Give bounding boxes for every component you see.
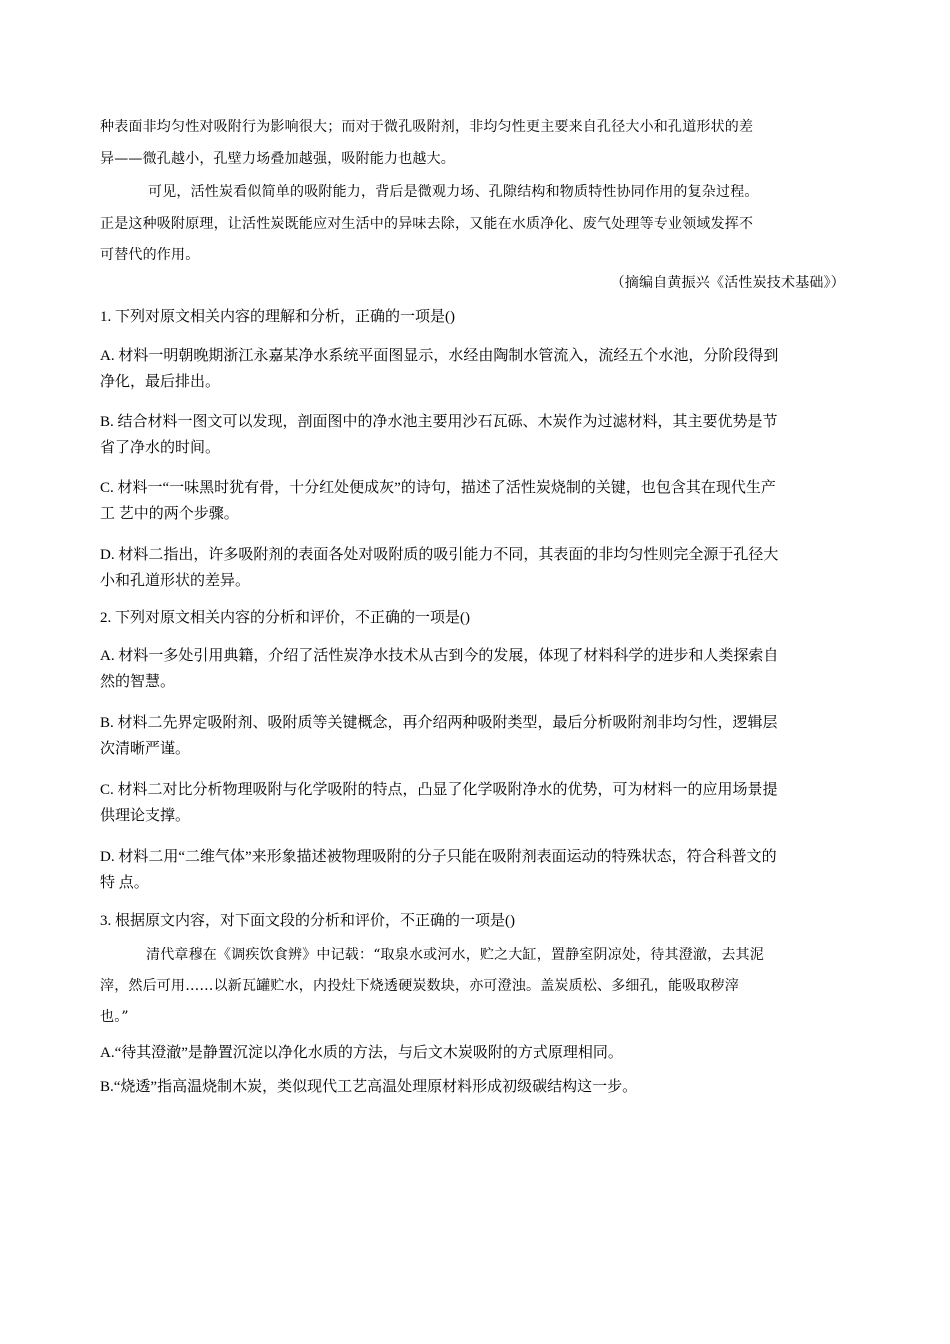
passage-line-3: 可见，活性炭看似简单的吸附能力，背后是微观力场、孔隙结构和物质特性协同作用的复杂过程。 [148,184,759,200]
q1-option-a-line-2: 净化，最后排出。 [100,374,221,390]
q3-quote-line-1: 清代章穆在《调疾饮食辨》中记载：“取泉水或河水，贮之大缸，置静室阴凉处，待其澄澈，去其泥 [146,947,764,963]
q2-option-b-line-2: 次清晰严谨。 [100,741,191,757]
q3-quote-line-2: 滓，然后可用……以新瓦罐贮水，内投灶下烧透硬炭数块，亦可澄浊。盖炭质松、多细孔，能吸取秽滓 [100,978,739,994]
q1-option-d-line-2: 小和孔道形状的差异。 [100,573,251,589]
q2-option-a-line-1: A. 材料一多处引用典籍，介绍了活性炭净水技术从古到今的发展，体现了材料科学的进步和人类探索自 [100,648,779,664]
q1-option-b-line-2: 省了净水的时间。 [100,440,221,456]
q2-option-a-line-2: 然的智慧。 [100,674,176,690]
q2-stem: 2. 下列对原文相关内容的分析和评价，不正确的一项是() [100,610,470,626]
passage-line-5: 可替代的作用。 [100,247,200,263]
passage-source: （摘编自黄振兴《活性炭技术基础》） [610,275,845,291]
q2-option-c-line-1: C. 材料二对比分析物理吸附与化学吸附的特点，凸显了化学吸附净水的优势，可为材料一的应用场景提 [100,782,778,798]
passage-line-2: 异——微孔越小，孔壁力场叠加越强，吸附能力也越大。 [100,151,455,167]
q1-stem: 1. 下列对原文相关内容的理解和分析，正确的一项是() [100,309,455,325]
q1-option-d-line-1: D. 材料二指出，许多吸附剂的表面各处对吸附质的吸引能力不同，其表面的非均匀性则完全源于孔径大 [100,547,779,563]
q1-option-c-line-2: 工 艺中的两个步骤。 [100,506,239,522]
q2-option-d-line-2: 特 点。 [100,875,149,891]
passage-line-1: 种表面非均匀性对吸附行为影响很大；而对于微孔吸附剂，非均匀性更主要来自孔径大小和孔道形状的差 [100,119,754,135]
q1-option-c-line-1: C. 材料一“一味黑时犹有骨，十分红处便成灰”的诗句，描述了活性炭烧制的关键，也包含其在现代生产 [100,480,776,496]
q1-option-a-line-1: A. 材料一明朝晚期浙江永嘉某净水系统平面图显示，水经由陶制水管流入，流经五个水池，分阶段得到 [100,348,779,364]
passage-line-4: 正是这种吸附原理，让活性炭既能应对生活中的异味去除，又能在水质净化、废气处理等专业领域发挥不 [100,216,754,232]
q3-quote-line-3: 也。” [100,1009,129,1025]
q1-option-b-line-1: B. 结合材料一图文可以发现，剖面图中的净水池主要用沙石瓦砾、木炭作为过滤材料，其主要优势是节 [100,414,778,430]
q3-option-a: A.“待其澄澈”是静置沉淀以净化水质的方法，与后文木炭吸附的方式原理相同。 [100,1045,623,1061]
q2-option-c-line-2: 供理论支撑。 [100,808,191,824]
q3-stem: 3. 根据原文内容，对下面文段的分析和评价，不正确的一项是() [100,913,515,929]
q3-option-b: B.“烧透”指高温烧制木炭，类似现代工艺高温处理原材料形成初级碳结构这一步。 [100,1079,638,1095]
q2-option-b-line-1: B. 材料二先界定吸附剂、吸附质等关键概念，再介绍两种吸附类型，最后分析吸附剂非均匀性，逻辑层 [100,715,778,731]
q2-option-d-line-1: D. 材料二用“二维气体”来形象描述被物理吸附的分子只能在吸附剂表面运动的特殊状态，符合科普文的 [100,849,777,865]
